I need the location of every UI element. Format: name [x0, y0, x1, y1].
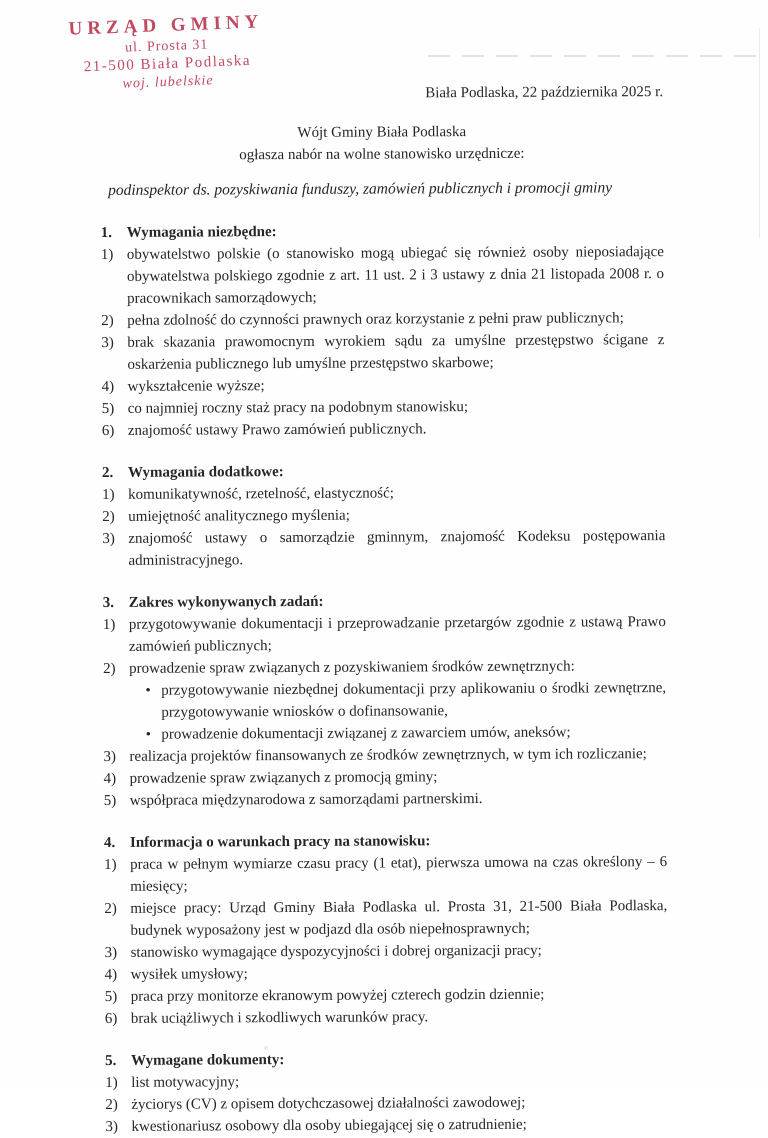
- section-title: Wymagania niezbędne:: [126, 224, 277, 241]
- list-item: [101, 329, 664, 376]
- item-text: praca przy monitorze ekranowym powyżej czterech godzin dziennie;: [130, 986, 545, 1005]
- section: [101, 219, 665, 442]
- item-text: prowadzenie spraw związanych z promocją gminy;: [129, 769, 438, 787]
- section-title: Wymagane dokumenty:: [131, 1052, 285, 1069]
- section-number: 5.: [105, 1052, 117, 1069]
- list-item: [105, 1113, 668, 1138]
- item-text: znajomość ustawy Prawo zamówień publicznych.: [127, 421, 427, 439]
- item-marker: 4): [103, 770, 117, 787]
- item-text: współpraca międzynarodowa z samorządami partnerskimi.: [129, 791, 483, 809]
- item-marker: 1): [100, 246, 114, 263]
- stamp-street: ul. Prosta 31: [124, 37, 209, 56]
- list-item: [102, 417, 665, 442]
- list-item: [104, 939, 667, 964]
- bullet-icon: •: [145, 726, 152, 743]
- item-text: stanowisko wymagające dyspozycyjności i dobrej organizacji pracy;: [130, 942, 542, 961]
- section-number: 4.: [103, 834, 116, 851]
- item-text: brak uciążliwych i szkodliwych warunków pracy.: [130, 1009, 429, 1027]
- scan-artifact-line: [428, 55, 768, 57]
- item-text: miejsce pracy: Urząd Gminy Biała Podlaska ul. Prosta 31, 21-500 Biała Podlaska, budynek wyposażony jest w podjazd dla osób niepełnosprawnych;: [130, 898, 668, 939]
- list-item: [105, 961, 668, 986]
- list-item: [105, 1091, 668, 1116]
- list-item: [103, 655, 666, 680]
- item-text: wykształcenie wyższe;: [127, 378, 265, 395]
- header-announcement: ogłasza nabór na wolne stanowisko urzędnicze:: [239, 145, 525, 164]
- list-item: [103, 611, 666, 658]
- document-header: [100, 120, 663, 167]
- item-marker: 4): [104, 966, 118, 983]
- list-item: [104, 765, 667, 790]
- item-text: brak skazania prawomocnym wyrokiem sądu za umyślne przestępstwo ścigane z oskarżenia publicznego lub umyślne przestępstwo skarbowe;: [127, 332, 665, 373]
- item-marker: 6): [101, 422, 115, 439]
- item-marker: 1): [102, 486, 115, 503]
- stamp-city: 21-500 Biała Podlaska: [83, 53, 252, 76]
- section: [104, 829, 668, 1030]
- section-heading: [101, 219, 664, 244]
- subitem-text: prowadzenie dokumentacji związanej z zawarciem umów, aneksów;: [161, 724, 571, 743]
- section: [103, 589, 667, 812]
- item-marker: 3): [103, 748, 117, 765]
- section: [105, 1047, 668, 1138]
- item-marker: 3): [102, 530, 115, 547]
- item-marker: 1): [105, 1074, 118, 1091]
- item-marker: 1): [104, 856, 117, 873]
- item-marker: 2): [102, 508, 115, 525]
- document-body: [100, 81, 669, 1138]
- section-heading: [102, 459, 665, 484]
- section-heading: [103, 589, 666, 614]
- section-title: Zakres wykonywanych zadań:: [128, 593, 324, 611]
- item-marker: 2): [101, 312, 114, 329]
- list-item: [102, 525, 665, 572]
- item-text: pełna zdolność do czynności prawnych oraz korzystanie z pełni praw publicznych;: [127, 310, 624, 329]
- section-title: Informacja o warunkach pracy na stanowisku:: [129, 833, 431, 851]
- item-text: komunikatywność, rzetelność, elastyczność;: [128, 485, 394, 503]
- scan-artifact-line: [759, 28, 760, 238]
- item-text: list motywacyjny;: [131, 1074, 240, 1091]
- section-number: 1.: [100, 224, 113, 241]
- section-number: 2.: [101, 464, 114, 481]
- item-text: obywatelstwo polskie (o stanowisko mogą ubiegać się również osoby nieposiadające obywatelstwa polskiego zgodnie z art. 11 ust. 2 i 3 ustawy z dnia 21 listopada 2008 r. o pracownikach samorządowych;: [126, 244, 665, 307]
- item-marker: 2): [104, 900, 117, 917]
- header-issuer: Wójt Gminy Biała Podlaska: [297, 124, 467, 141]
- sub-list-item: [135, 677, 666, 724]
- list-item: [104, 787, 667, 812]
- item-text: umiejętność analitycznego myślenia;: [128, 507, 350, 525]
- item-text: realizacja projektów finansowanych ze środków zewnętrznych, w tym ich rozliczanie;: [129, 746, 647, 765]
- stamp-office-name: URZĄD GMINY: [68, 11, 264, 40]
- list-item: [102, 503, 665, 528]
- item-text: przygotowywanie dokumentacji i przeprowadzanie przetargów zgodnie z ustawą Prawo zamówień publicznych;: [128, 614, 666, 655]
- sub-list-item: [135, 721, 666, 746]
- list-item: [105, 1005, 668, 1030]
- bullet-icon: •: [145, 682, 151, 699]
- item-marker: 2): [105, 1096, 118, 1113]
- list-item: [102, 395, 665, 420]
- section-heading: [104, 829, 667, 854]
- item-text: życiorys (CV) z opisem dotychczasowej działalności zawodowej;: [131, 1094, 526, 1113]
- subitem-text: przygotowywanie niezbędnej dokumentacji przy aplikowaniu o środki zewnętrzne, przygotowywanie wniosków o dofinansowanie,: [161, 680, 667, 721]
- list-item: [105, 983, 668, 1008]
- item-text: co najmniej roczny staż pracy na podobnym stanowisku;: [127, 399, 469, 417]
- list-item: [101, 241, 664, 310]
- item-marker: 4): [101, 378, 115, 395]
- item-marker: 6): [104, 1010, 118, 1027]
- item-marker: 5): [103, 792, 117, 809]
- list-item: [104, 851, 667, 898]
- item-marker: 3): [105, 1118, 119, 1135]
- item-marker: 2): [103, 660, 116, 677]
- list-item: [102, 481, 665, 506]
- item-marker: 3): [104, 944, 118, 961]
- list-item: [102, 373, 665, 398]
- stamp-voivodeship: woj. lubelskie: [122, 73, 214, 92]
- item-marker: 1): [102, 616, 116, 633]
- list-item: [105, 1069, 668, 1094]
- list-item: [104, 895, 667, 942]
- item-text: kwestionariusz osobowy dla osoby ubiegającej się o zatrudnienie;: [131, 1116, 527, 1135]
- sections: [101, 219, 669, 1138]
- item-marker: 5): [104, 988, 118, 1005]
- section-number: 3.: [102, 594, 115, 611]
- list-item: [103, 743, 666, 768]
- dateline: Biała Podlaska, 22 października 2025 r.: [425, 84, 664, 102]
- section-title: Wymagania dodatkowe:: [127, 464, 284, 481]
- section: [102, 459, 666, 572]
- item-text: wysiłek umysłowy;: [130, 966, 248, 983]
- section-heading: [105, 1047, 668, 1072]
- list-item: [101, 307, 664, 332]
- item-text: praca w pełnym wymiarze czasu pracy (1 etat), pierwsza umowa na czas określony – 6 miesięcy;: [130, 854, 668, 895]
- item-marker: 3): [101, 334, 114, 351]
- item-text: znajomość ustawy o samorządzie gminnym, znajomość Kodeksu postępowania administracyjnego.: [128, 528, 666, 569]
- position-title: podinspektor ds. pozyskiwania funduszy, zamówień publicznych i promocji gminy: [108, 179, 613, 199]
- item-marker: 5): [101, 400, 115, 417]
- item-text: prowadzenie spraw związanych z pozyskiwaniem środków zewnętrznych:: [129, 658, 575, 677]
